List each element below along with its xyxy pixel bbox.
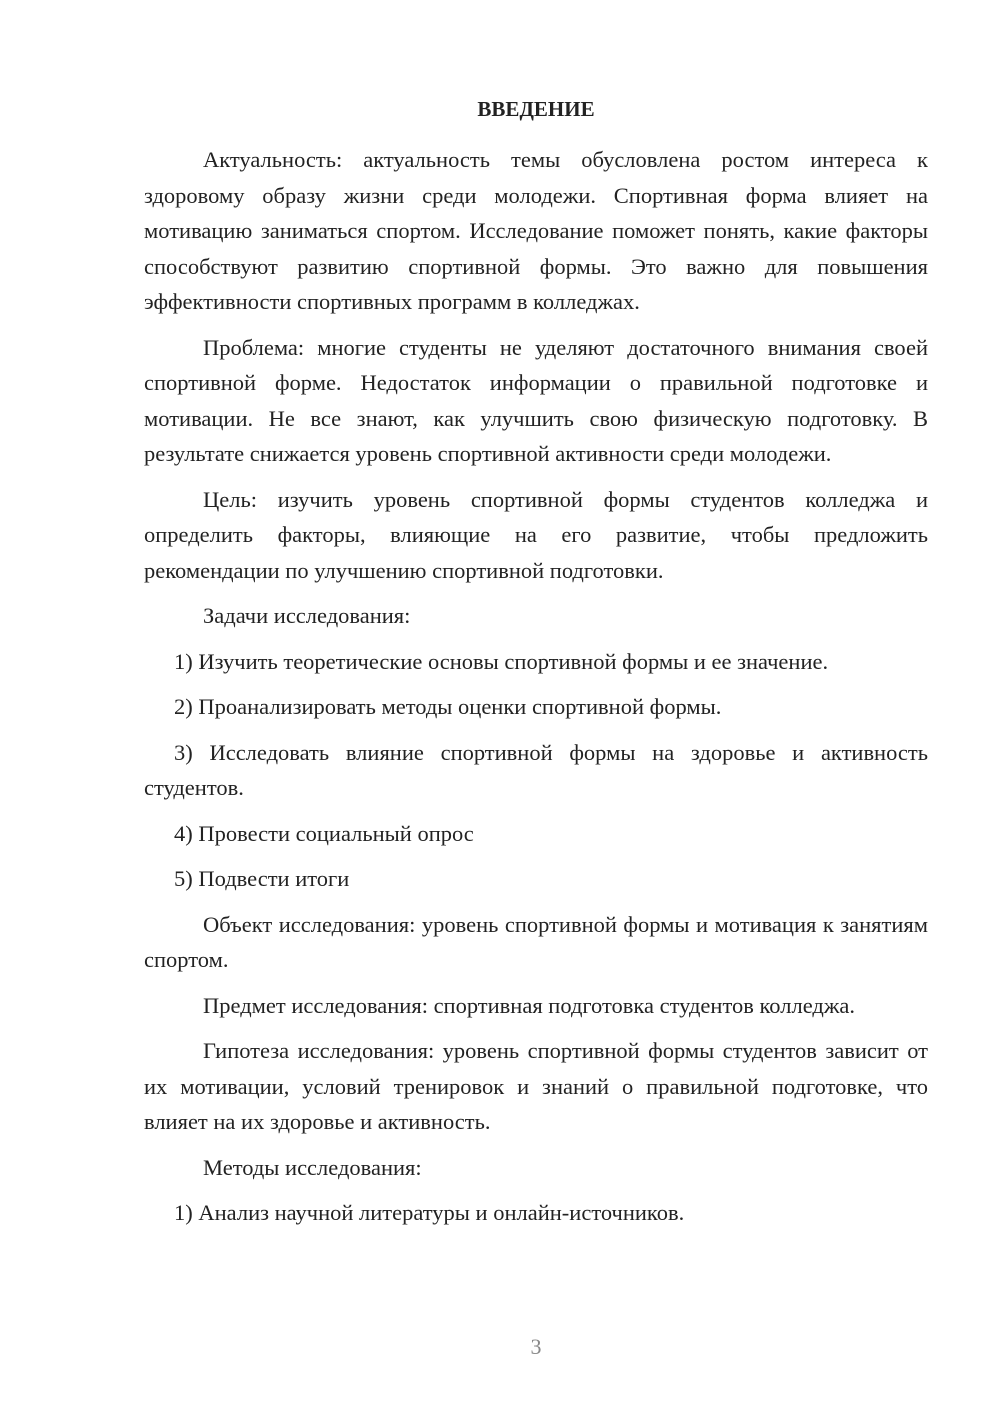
task-item: 5) Подвести итоги	[174, 866, 350, 891]
task-item: 2) Проанализировать методы оценки спортивной формы.	[174, 694, 722, 719]
page-title: ВВЕДЕНИЕ	[477, 97, 595, 121]
paragraph-subject: Предмет исследования: спортивная подготовка студентов колледжа.	[203, 992, 855, 1018]
task-item: 1) Изучить теоретические основы спортивной формы и ее значение.	[174, 648, 829, 674]
paragraph-object: Объект исследования: уровень спортивной формы и мотивация к занятиям спортом.	[144, 911, 928, 972]
task-item: 4) Провести социальный опрос	[174, 820, 474, 846]
methods-heading: Методы исследования:	[203, 1154, 422, 1180]
paragraph-goal: Цель: изучить уровень спортивной формы студентов колледжа и определить факторы, влияющие на его развитие, чтобы предложить рекомендации по улучшению спортивной подготовки.	[144, 486, 928, 583]
document-body	[144, 142, 928, 1241]
page-number: 3	[530, 1334, 542, 1359]
task-item: 3) Исследовать влияние спортивной формы на здоровье и активность студентов.	[144, 739, 928, 800]
paragraph-relevance: Актуальность: актуальность темы обусловлена ростом интереса к здоровому образу жизни среди молодежи. Спортивная форма влияет на мотивацию заниматься спортом. Исследование поможет понять, какие факторы способствуют развитию спортивной формы. Это важно для повышения эффективности спортивных программ в колледжах.	[144, 147, 928, 314]
paragraph-hypothesis: Гипотеза исследования: уровень спортивной формы студентов зависит от их мотивации, условий тренировок и знаний о правильной подготовке, что влияет на их здоровье и активность.	[144, 1038, 928, 1134]
method-item: 1) Анализ научной литературы и онлайн-источников.	[174, 1200, 685, 1225]
paragraph-problem: Проблема: многие студенты не уделяют достаточного внимания своей спортивной форме. Недостаток информации о правильной подготовке и мотивации. Не все знают, как улучшить свою физическую подготовку. В результате снижается уровень спортивной активности среди молодежи.	[144, 334, 928, 466]
tasks-heading: Задачи исследования:	[203, 603, 411, 628]
